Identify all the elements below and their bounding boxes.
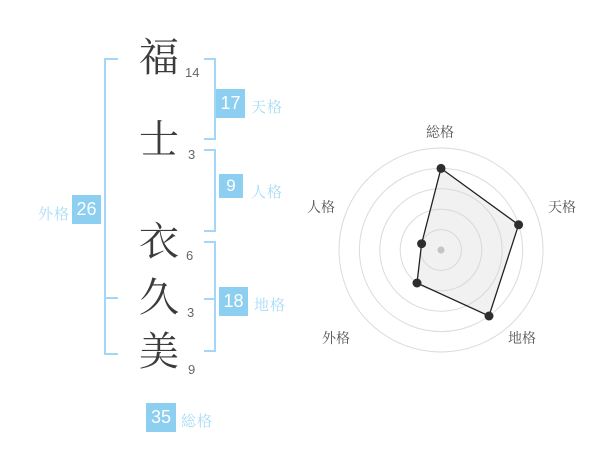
gaikaku-bracket-tick [104,297,118,299]
radar-axis-label: 地格 [508,330,536,346]
name-character: 福 [139,36,179,80]
radar-data-point [413,279,422,288]
radar-axis-label: 天格 [548,199,576,215]
name-character: 士 [139,118,179,162]
radar-polygon [417,168,519,316]
radar-axis-label: 人格 [307,199,335,215]
radar-data-point [437,164,446,173]
jinkaku-bracket-tick [204,149,216,151]
stroke-count: 9 [188,362,196,377]
soukaku-value-badge: 35 [146,403,176,432]
stroke-count: 3 [187,305,195,320]
fortune-radar-chart [295,113,595,365]
tenkaku-value-badge: 17 [216,89,245,118]
stroke-count: 3 [188,147,196,162]
jinkaku-bracket-line [214,149,216,232]
radar-data-point [485,312,494,321]
chikaku-bracket-tick [204,298,216,300]
chikaku-label: 地格 [254,297,287,314]
radar-data-point [514,220,523,229]
radar-axis-label: 外格 [322,330,350,346]
gaikaku-label: 外格 [38,206,71,223]
jinkaku-value-badge: 9 [219,174,243,198]
gaikaku-bracket-line [104,58,106,355]
name-character: 久 [139,276,179,320]
chikaku-bracket-tick [204,241,216,243]
radar-center-dot [438,247,445,254]
name-character: 美 [139,330,179,374]
gaikaku-value-badge: 26 [72,195,101,224]
soukaku-label: 総格 [181,413,214,430]
tenkaku-bracket-tick [204,58,216,60]
jinkaku-bracket-tick [204,230,216,232]
chikaku-bracket-line [214,241,216,352]
radar-data-point [417,239,426,248]
stroke-count: 14 [185,65,200,80]
stroke-count: 6 [186,248,194,263]
chikaku-bracket-tick [204,350,216,352]
tenkaku-bracket-tick [204,138,216,140]
jinkaku-label: 人格 [251,184,284,201]
gaikaku-bracket-tick [104,58,118,60]
name-character: 衣 [139,220,179,264]
chikaku-value-badge: 18 [219,287,248,316]
gaikaku-bracket-tick [104,353,118,355]
radar-axis-label: 総格 [426,124,454,140]
tenkaku-label: 天格 [251,99,284,116]
